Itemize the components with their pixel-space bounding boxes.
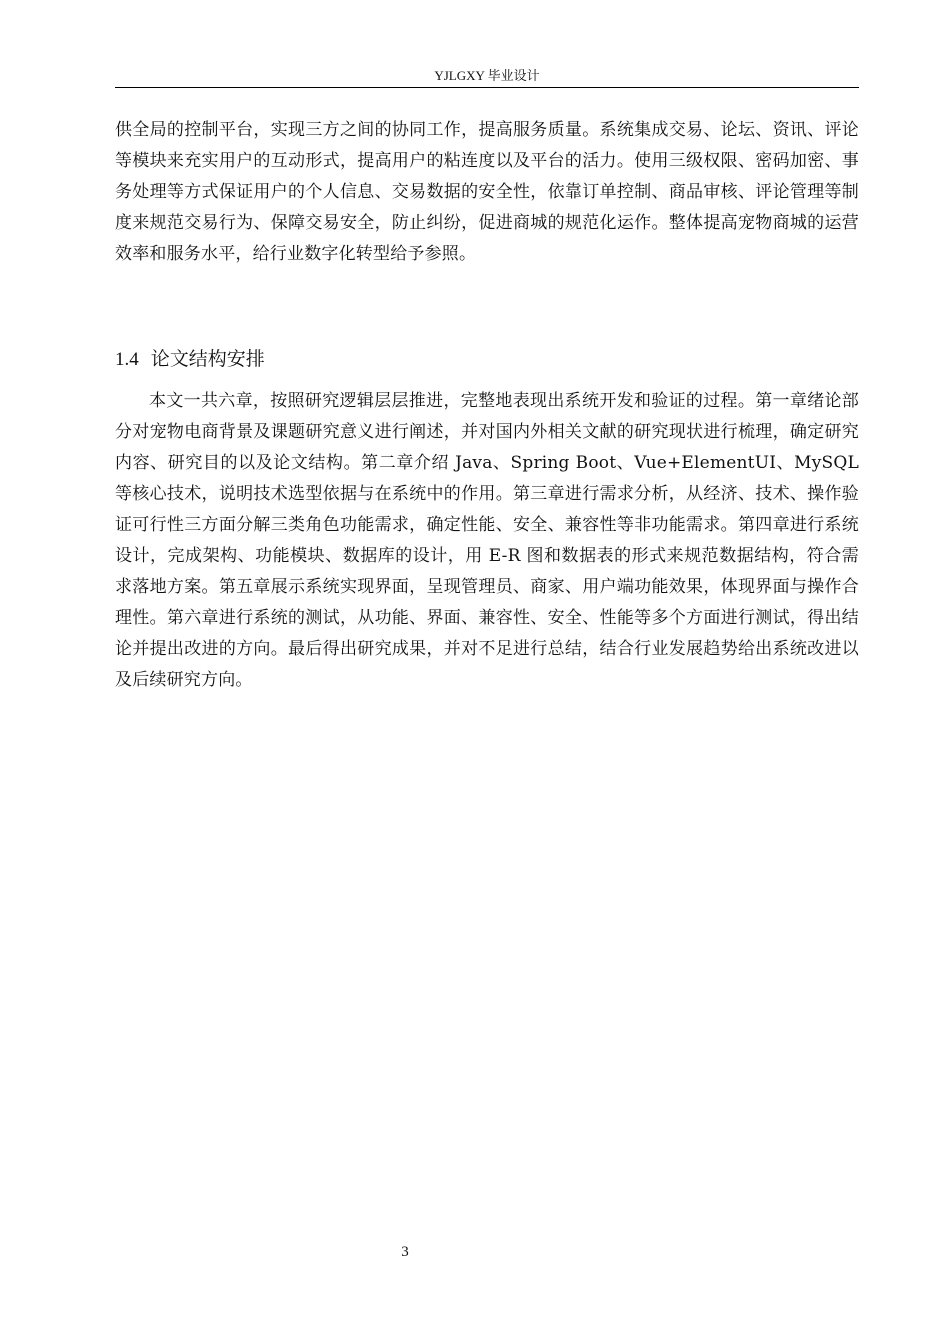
page-number: 3 [401,1244,409,1260]
body-paragraph-1: 供全局的控制平台，实现三方之间的协同工作，提高服务质量。系统集成交易、论坛、资讯、评论等模块来充实用户的互动形式，提高用户的粘连度以及平台的活力。使用三级权限、密码加密、事务处理等方式保证用户的个人信息、交易数据的安全性，依靠订单控制、商品审核、评论管理等制度来规范交易行为、保障交易安全，防止纠纷，促进商城的规范化运作。整体提高宠物商城的运营效率和服务水平，给行业数字化转型给予参照。 [115,120,859,264]
section-title: 论文结构安排 [150,348,265,370]
section-number: 1.4 [115,349,139,370]
section-heading [115,344,265,375]
header-divider [115,87,859,88]
body-paragraph-2: 本文一共六章，按照研究逻辑层层推进，完整地表现出系统开发和验证的过程。第一章绪论部分对宠物电商背景及课题研究意义进行阐述，并对国内外相关文献的研究现状进行梳理，确定研究内容、研究目的以及论文结构。第二章介绍 Java、Spring Boot、Vue+ElementUI、MySQL 等核心技术，说明技术选型依据与在系统中的作用。第三章进行需求分析，从经济、技术、操作验证可行性三方面分解三类角色功能需求，确定性能、安全、兼容性等非功能需求。第四章进行系统设计，完成架构、功能模块、数据库的设计，用 E-R 图和数据表的形式来规范数据结构，符合需求落地方案。第五章展示系统实现界面，呈现管理员、商家、用户端功能效果，体现界面与操作合理性。第六章进行系统的测试，从功能、界面、兼容性、安全、性能等多个方面进行测试，得出结论并提出改进的方向。最后得出研究成果，并对不足进行总结，结合行业发展趋势给出系统改进以及后续研究方向。 [115,391,859,690]
page-header: YJLGXY 毕业设计 [434,68,540,83]
